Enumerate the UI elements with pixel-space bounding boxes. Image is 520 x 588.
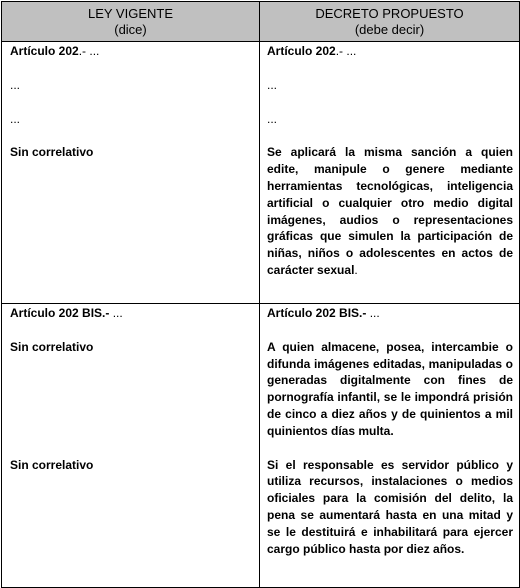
article-heading: Artículo 202 BIS.- ... [10,306,123,320]
header-row [2,2,520,42]
sin-correlativo-label: Sin correlativo [10,145,94,160]
proposed-paragraph: A quien almacene, posea, intercambie o difunda imágenes editadas, manipuladas o generadas digitalmente con fines de pornografía infantil, se le impondrá prisión de cinco a diez años y de quinientos a mil quinientos días multa. [267,339,513,438]
cell-right-art-202 [260,42,520,304]
header-left-title: LEY VIGENTE [87,6,173,21]
proposed-paragraph: Se aplicará la misma sanción a quien edite, manipule o genere mediante herramientas tecnológicas, inteligencia artificial o cualquier otro medio digital imágenes, audios o representaciones gráficas que simulen la participación de niñas, niños o adolescentes en actos de carácter sexual. [267,145,513,277]
ellipsis-line: ... [267,77,278,92]
ellipsis-line: ... [267,111,278,126]
header-right-subtitle: (debe decir) [354,22,425,37]
header-left-subtitle: (dice) [114,22,147,37]
ellipsis-line: ... [10,77,21,92]
article-heading: Artículo 202 BIS.- ... [267,306,380,320]
comparison-table [1,1,520,588]
table-row-art-202 [2,42,520,304]
article-heading: Artículo 202.- ... [267,44,357,58]
table-row-art-202-bis [2,304,520,588]
header-right-title: DECRETO PROPUESTO [315,6,464,21]
header-ley-vigente [2,2,260,42]
article-heading: Artículo 202.- ... [10,44,100,58]
proposed-paragraph: Si el responsable es servidor público y utiliza recursos, instalaciones o medios oficiales para la comisión del delito, la pena se aumentará hasta en una mitad y se le destituirá e inhabilitará para ejercer cargo público hasta por diez años. [267,457,513,556]
ellipsis-line: ... [10,111,21,126]
sin-correlativo-label: Sin correlativo [10,457,94,472]
cell-left-art-202-bis [2,304,260,588]
header-decreto-propuesto [260,2,520,42]
cell-right-art-202-bis [260,304,520,588]
sin-correlativo-label: Sin correlativo [10,339,94,354]
cell-left-art-202 [2,42,260,304]
